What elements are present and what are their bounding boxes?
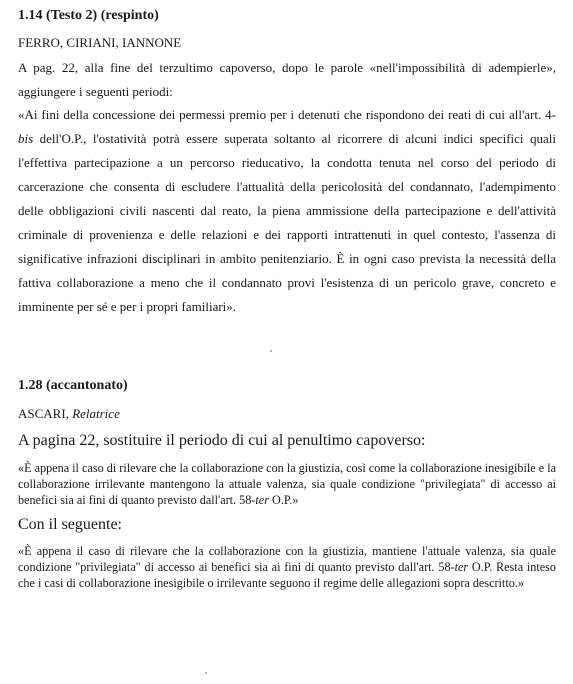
amendment-1-28-heading: 1.28 (accantonato): [18, 378, 128, 393]
replacement-passage-ter: ter: [454, 560, 469, 574]
scan-speck: [270, 350, 272, 352]
amendment-1-14-authors: FERRO, CIRIANI, IANNONE: [18, 35, 182, 50]
original-passage-part1: «È appena il caso di rilevare che la collaborazione con la giustizia, così come la collaborazione inesigibile e la collaborazione irrilevante mantengono la attuale valenza, sia quale condizione "privilegiata" di accesso ai benefici sia ai fini di quanto previsto dall'art. 58-: [18, 461, 556, 507]
amendment-1-14-quote: [18, 103, 556, 319]
amendment-1-28-author: [18, 406, 556, 422]
scan-speck: [205, 672, 207, 674]
replacement-instruction: A pagina 22, sostituire il periodo di cui al penultimo capoverso:: [18, 432, 426, 449]
replacement-passage-part2: O.P. Resta inteso che i casi di collaborazione inesigibile o irrilevante seguono il regime delle allegazioni sopra descritto.»: [18, 560, 556, 590]
original-passage-part2: O.P.»: [268, 493, 299, 507]
original-passage-ter: ter: [255, 493, 269, 507]
original-passage: [18, 460, 556, 508]
author-name: ASCARI,: [18, 406, 73, 421]
quote-text-part1: «Ai fini della concessione dei permessi premio per i detenuti che rispondono dei reati di cui all'art. 4-: [18, 107, 556, 122]
amendment-1-14-intro: A pag. 22, alla fine del terzultimo capoverso, dopo le parole «nell'impossibilità di adempierle», aggiungere i seguenti periodi:: [18, 60, 556, 99]
replacement-passage-part1: «È appena il caso di rilevare che la collaborazione con la giustizia, mantiene l'attuale valenza, sia quale condizione "privilegiata" di accesso ai benefici sia ai fini di quanto previsto dall'art. 58-: [18, 544, 556, 574]
with-following-label: Con il seguente:: [18, 516, 122, 533]
amendment-1-14-heading: 1.14 (Testo 2) (respinto): [18, 8, 159, 23]
author-role: Relatrice: [72, 406, 120, 421]
quote-text-part2: dell'O.P., l'ostatività potrà essere superata soltanto al ricorrere di alcuni indici specifici quali l'effettiva partecipazione a un percorso rieducativo, la condotta tenuta nel corso del periodo di carcerazione che consenta di escludere l'attualità della pericolosità del condannato, l'adempimento delle obbligazioni civili nascenti dal reato, la piena ammissione della partecipazione e dell'attività criminale di provenienza e delle relazioni e dei rapporti intrattenuti in quel contesto, l'assenza di significative infrazioni disciplinari in ambito penitenziario. È in ogni caso prevista la necessità della fattiva collaborazione a meno che il condannato provi l'esistenza di un pericolo grave, concreto e imminente per sé e per i propri familiari».: [18, 131, 556, 314]
quote-bis-italic: bis: [18, 131, 34, 146]
replacement-passage: [18, 543, 556, 591]
